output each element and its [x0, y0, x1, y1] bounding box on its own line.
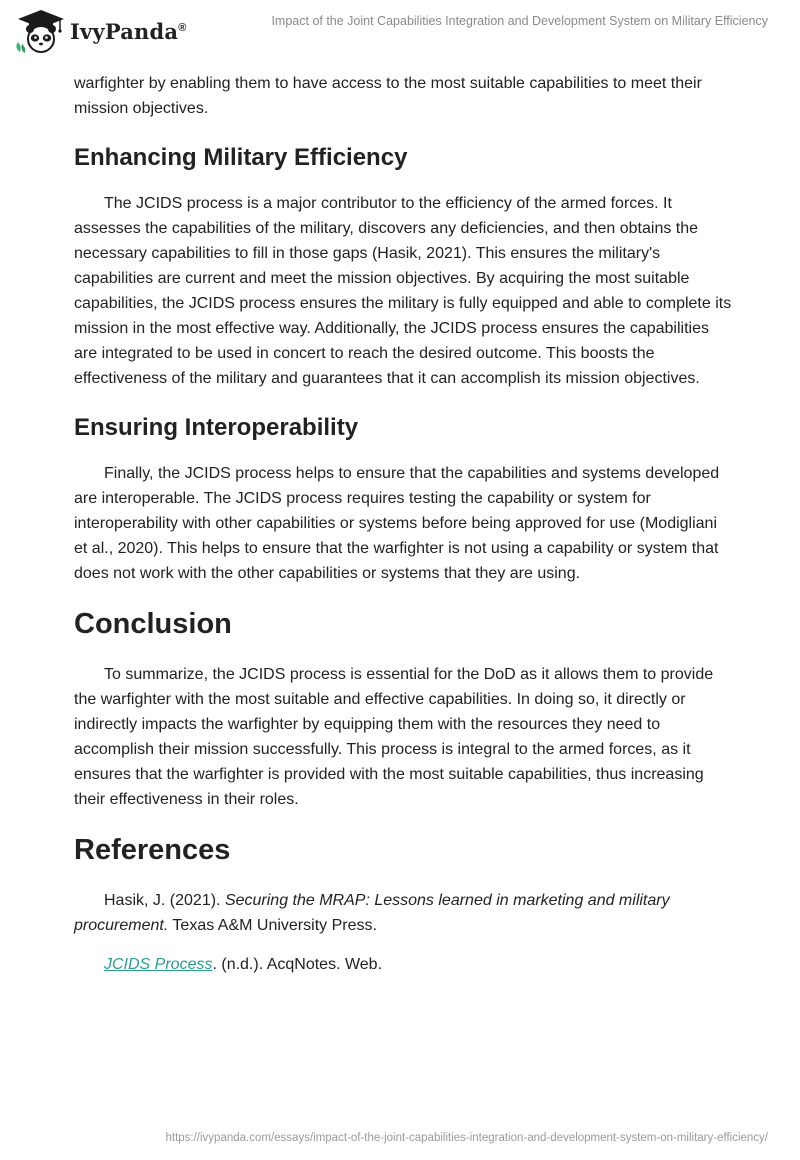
reference-publisher: Texas A&M University Press.: [168, 917, 377, 934]
brand-name: IvyPanda®: [70, 18, 187, 44]
reference-author-year: Hasik, J. (2021).: [104, 892, 225, 909]
paragraph-efficiency: The JCIDS process is a major contributor to the efficiency of the armed forces. It assesses the capabilities of the military, discovers any deficiencies, and then obtains the necessary capabilities to fill in those gaps (Hasik, 2021). This ensures the military's capabilities are current and meet the mission objectives. By acquiring the most suitable capabilities, the JCIDS process ensures the military is fully equipped and able to complete its mission in the most effective way. Additionally, the JCIDS process ensures the capabilities are integrated to be used in concert to reach the desired outcome. This boosts the effectiveness of the military and guarantees that it can accomplish its mission objectives.: [74, 195, 732, 387]
paragraph-conclusion: To summarize, the JCIDS process is essential for the DoD as it allows them to provide the warfighter with the most suitable and effective capabilities. In doing so, it directly or indirectly impacts the warfighter by equipping them with the resources they need to accomplish their mission successfully. This process is integral to the armed forces, as it ensures that the warfighter is provided with the most suitable capabilities, thus increasing their effectiveness in their roles.: [74, 666, 714, 808]
reference-list: [74, 888, 734, 977]
essay-body: [74, 71, 734, 977]
heading-ensuring-interoperability: Ensuring Interoperability: [74, 414, 359, 441]
heading-enhancing-military-efficiency: Enhancing Military Efficiency: [74, 144, 408, 171]
panda-graduate-icon: [14, 8, 68, 54]
paragraph-intro-tail: warfighter by enabling them to have access to the most suitable capabilities to meet their mission objectives.: [74, 75, 702, 117]
reference-item: [74, 952, 734, 977]
page-header: [0, 0, 800, 60]
reference-item: [74, 888, 734, 938]
reference-link-jcids-process[interactable]: JCIDS Process: [104, 956, 213, 973]
registered-mark: ®: [178, 21, 187, 34]
heading-references: References: [74, 834, 231, 866]
reference-title: Securing the MRAP: Lessons learned in marketing and military procurement.: [74, 892, 670, 934]
document-title: Impact of the Joint Capabilities Integration and Development System on Military Efficiency: [271, 14, 768, 28]
source-url[interactable]: https://ivypanda.com/essays/impact-of-the-joint-capabilities-integration-and-development-system-on-military-efficiency/: [165, 1132, 768, 1144]
heading-conclusion: Conclusion: [74, 608, 232, 640]
reference-rest: . (n.d.). AcqNotes. Web.: [212, 956, 383, 973]
paragraph-interoperability: Finally, the JCIDS process helps to ensure that the capabilities and systems developed are interoperable. The JCIDS process requires testing the capability or system for interoperability with other capabilities or systems before being approved for use (Modigliani et al., 2020). This helps to ensure that the warfighter is not using a capability or system that does not work with the other capabilities or systems that they are using.: [74, 465, 720, 582]
brand-logo[interactable]: [14, 8, 187, 54]
